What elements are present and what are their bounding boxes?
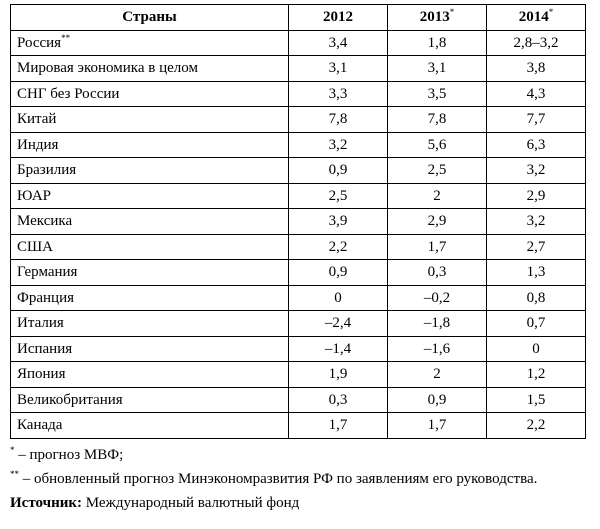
value-cell-2013: 7,8 <box>388 107 487 133</box>
value-cell-2014: 3,2 <box>487 209 586 235</box>
value-cell-2012: 2,2 <box>289 234 388 260</box>
value-cell-2012: 1,9 <box>289 362 388 388</box>
footnote-mark: ** <box>10 468 19 479</box>
value-cell-2012: 0,9 <box>289 260 388 286</box>
value-cell-2014: 0 <box>487 336 586 362</box>
source-text: Международный валютный фонд <box>82 494 300 511</box>
footnotes <box>10 443 600 515</box>
value-cell-2013: –1,6 <box>388 336 487 362</box>
table-row <box>11 311 586 337</box>
value-cell-2013: –1,8 <box>388 311 487 337</box>
value-cell-2013: 2,9 <box>388 209 487 235</box>
footnote-text: – обновленный прогноз Минэкономразвития РФ по заявлениям его руководства. <box>19 470 538 487</box>
value-cell-2012: 3,3 <box>289 81 388 107</box>
value-cell-2012: 0,9 <box>289 158 388 184</box>
value-cell-2012: 0,3 <box>289 387 388 413</box>
table-row <box>11 336 586 362</box>
value-cell-2014: 2,8–3,2 <box>487 30 586 56</box>
value-cell-2014: 1,3 <box>487 260 586 286</box>
value-cell-2012: –1,4 <box>289 336 388 362</box>
country-cell: СНГ без России <box>11 81 289 107</box>
footnote-imf <box>10 443 600 467</box>
source-line <box>10 491 600 515</box>
value-cell-2014: 0,7 <box>487 311 586 337</box>
country-cell: Италия <box>11 311 289 337</box>
country-cell: Индия <box>11 132 289 158</box>
header-2013: 2013* <box>388 5 487 31</box>
value-cell-2012: 7,8 <box>289 107 388 133</box>
table-row <box>11 413 586 439</box>
country-cell: Канада <box>11 413 289 439</box>
value-cell-2014: 3,2 <box>487 158 586 184</box>
value-cell-2012: –2,4 <box>289 311 388 337</box>
table-row <box>11 158 586 184</box>
country-cell: Германия <box>11 260 289 286</box>
value-cell-2012: 3,4 <box>289 30 388 56</box>
value-cell-2013: 3,5 <box>388 81 487 107</box>
value-cell-2014: 7,7 <box>487 107 586 133</box>
value-cell-2013: 2,5 <box>388 158 487 184</box>
value-cell-2012: 3,2 <box>289 132 388 158</box>
table-row <box>11 107 586 133</box>
table-row <box>11 260 586 286</box>
value-cell-2013: –0,2 <box>388 285 487 311</box>
value-cell-2013: 0,3 <box>388 260 487 286</box>
country-cell: Япония <box>11 362 289 388</box>
country-cell: Россия** <box>11 30 289 56</box>
source-label: Источник: <box>10 494 82 511</box>
ministry-forecast-mark: ** <box>61 32 71 43</box>
value-cell-2012: 3,9 <box>289 209 388 235</box>
value-cell-2013: 0,9 <box>388 387 487 413</box>
value-cell-2014: 4,3 <box>487 81 586 107</box>
value-cell-2012: 0 <box>289 285 388 311</box>
value-cell-2012: 2,5 <box>289 183 388 209</box>
value-cell-2014: 2,7 <box>487 234 586 260</box>
forecast-mark: * <box>449 7 455 18</box>
value-cell-2014: 2,2 <box>487 413 586 439</box>
country-cell: ЮАР <box>11 183 289 209</box>
footnote-text: – прогноз МВФ; <box>14 446 124 463</box>
table-row <box>11 209 586 235</box>
header-country: Страны <box>11 5 289 31</box>
value-cell-2014: 2,9 <box>487 183 586 209</box>
table-body <box>11 30 586 438</box>
table-row <box>11 81 586 107</box>
table-row <box>11 30 586 56</box>
value-cell-2014: 3,8 <box>487 56 586 82</box>
country-cell: Испания <box>11 336 289 362</box>
header-2014: 2014* <box>487 5 586 31</box>
footnote-mark: * <box>10 444 15 455</box>
table-row <box>11 285 586 311</box>
country-cell: Китай <box>11 107 289 133</box>
value-cell-2014: 0,8 <box>487 285 586 311</box>
table-row <box>11 132 586 158</box>
value-cell-2013: 3,1 <box>388 56 487 82</box>
value-cell-2013: 2 <box>388 362 487 388</box>
table-row <box>11 56 586 82</box>
table-row <box>11 183 586 209</box>
value-cell-2012: 1,7 <box>289 413 388 439</box>
table-header-row <box>11 5 586 31</box>
value-cell-2013: 2 <box>388 183 487 209</box>
country-cell: Великобритания <box>11 387 289 413</box>
value-cell-2014: 6,3 <box>487 132 586 158</box>
value-cell-2013: 1,8 <box>388 30 487 56</box>
forecast-mark: * <box>548 7 554 18</box>
table-row <box>11 387 586 413</box>
value-cell-2014: 1,5 <box>487 387 586 413</box>
country-cell: Франция <box>11 285 289 311</box>
value-cell-2013: 1,7 <box>388 234 487 260</box>
country-cell: Мировая экономика в целом <box>11 56 289 82</box>
value-cell-2014: 1,2 <box>487 362 586 388</box>
table-row <box>11 362 586 388</box>
table-row <box>11 234 586 260</box>
header-2012: 2012 <box>289 5 388 31</box>
value-cell-2013: 1,7 <box>388 413 487 439</box>
value-cell-2013: 5,6 <box>388 132 487 158</box>
footnote-ministry <box>10 467 600 491</box>
growth-table <box>10 4 586 439</box>
country-cell: Мексика <box>11 209 289 235</box>
country-cell: США <box>11 234 289 260</box>
value-cell-2012: 3,1 <box>289 56 388 82</box>
country-cell: Бразилия <box>11 158 289 184</box>
